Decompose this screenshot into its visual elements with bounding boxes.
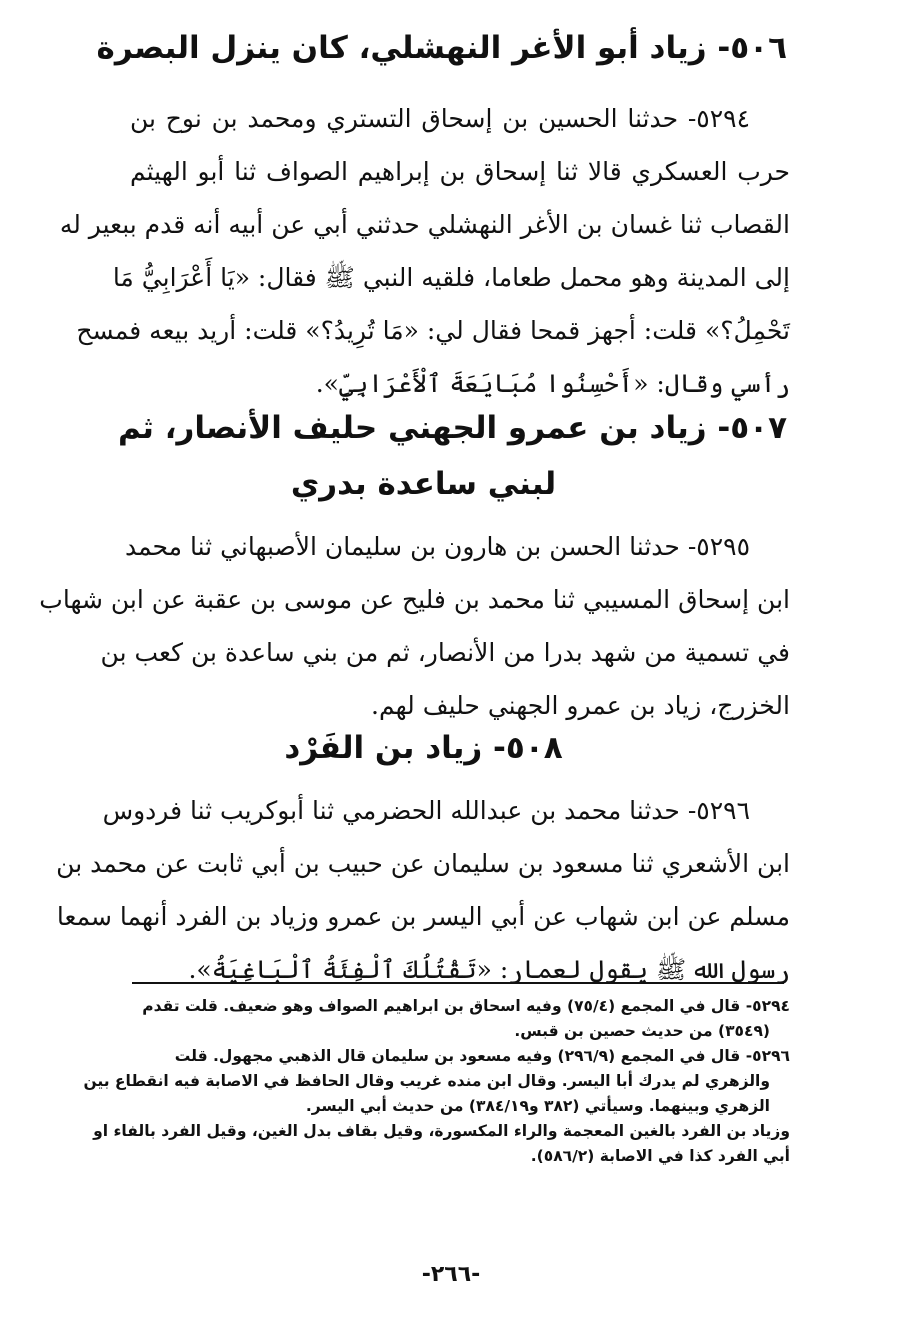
hadith-5296 (56, 784, 790, 996)
text-line: ابن إسحاق المسيبي ثنا محمد بن فليح عن موسى بن عقبة عن ابن شهاب (39, 585, 790, 614)
text-line: رأسي وقال: «أَحْسِنُوا مُبَايَعَةَ ٱلْأَعْرَابِيِّ». (315, 369, 790, 398)
footnote-line: الزهري وبينهما. وسيأتي (٣٨٢ و٣٨٤/١٩) من حديث أبي اليسر. (305, 1097, 770, 1115)
text-line: تَحْمِلُ؟» قلت: أجهز قمحا فقال لي: «مَا تُرِيدُ؟» قلت: أريد بيعه فمسح (76, 316, 790, 345)
text-line: إلى المدينة وهو محمل طعاما، فلقيه النبي ﷺ فقال: «يَا أَعْرَابِيُّ مَا (112, 263, 790, 292)
text-line: رسول الله ﷺ يقول لعمار: «تَقْتُلُكَ ٱلْفِئَةُ ٱلْبَاغِيَةُ». (188, 955, 790, 984)
text-line: القصاب ثنا غسان بن الأغر النهشلي حدثني أبي عن أبيه أنه قدم ببعير له (59, 210, 790, 239)
section-heading-508: ٥٠٨- زياد بن الفَرْد (284, 730, 563, 766)
footnote-line: وزياد بن الفرد بالغين المعجمة والراء المكسورة، وقيل بقاف بدل الغين، وقيل الفرد بالفاء او (93, 1122, 790, 1140)
footnote-line: ٥٢٩٤- قال في المجمع (٧٥/٤) وفيه اسحاق بن ابراهيم الصواف وهو ضعيف. قلت تقدم (142, 997, 790, 1015)
footnotes (83, 994, 790, 1169)
page-number: -٢٦٦- (421, 1262, 481, 1287)
section-heading-507: ٥٠٧- زياد بن عمرو الجهني حليف الأنصار، ثم (117, 410, 787, 446)
text-line: الخزرج، زياد بن عمرو الجهني حليف لهم. (371, 691, 790, 720)
footnote-line: ٥٢٩٦- قال في المجمع (٢٩٦/٩) وفيه مسعود بن سليمان قال الذهبي مجهول. قلت (174, 1047, 790, 1065)
hadith-5294 (59, 92, 790, 410)
text-line: ٥٢٩٤- حدثنا الحسين بن إسحاق التستري ومحمد بن نوح بن (130, 104, 750, 133)
footnote-divider (132, 982, 784, 984)
text-line: ابن الأشعري ثنا مسعود بن سليمان عن حبيب بن أبي ثابت عن محمد بن (56, 849, 790, 878)
footnote-line: (٣٥٤٩) من حديث حصين بن قبس. (514, 1022, 770, 1040)
hadith-5295 (39, 520, 790, 732)
text-line: ٥٢٩٥- حدثنا الحسن بن هارون بن سليمان الأصبهاني ثنا محمد (124, 532, 750, 561)
text-line: ٥٢٩٦- حدثنا محمد بن عبدالله الحضرمي ثنا أبوكريب ثنا فردوس (102, 796, 750, 825)
section-heading-507-cont: لبني ساعدة بدري (290, 466, 557, 502)
section-heading-506: ٥٠٦- زياد أبو الأغر النهشلي، كان ينزل البصرة (96, 30, 787, 66)
text-line: في تسمية من شهد بدرا من الأنصار، ثم من بني ساعدة بن كعب بن (100, 638, 790, 667)
footnote-line: والزهري لم يدرك أبا اليسر. وقال ابن منده غريب وقال الحافظ في الاصابة فيه انقطاع بين (83, 1072, 770, 1090)
text-line: مسلم عن ابن شهاب عن أبي اليسر بن عمرو وزياد بن الفرد أنهما سمعا (56, 902, 790, 931)
text-line: حرب العسكري قالا ثنا إسحاق بن إبراهيم الصواف ثنا أبو الهيثم (130, 157, 790, 186)
footnote-line: أبي الفرد كذا في الاصابة (٥٨٦/٢). (530, 1147, 790, 1165)
